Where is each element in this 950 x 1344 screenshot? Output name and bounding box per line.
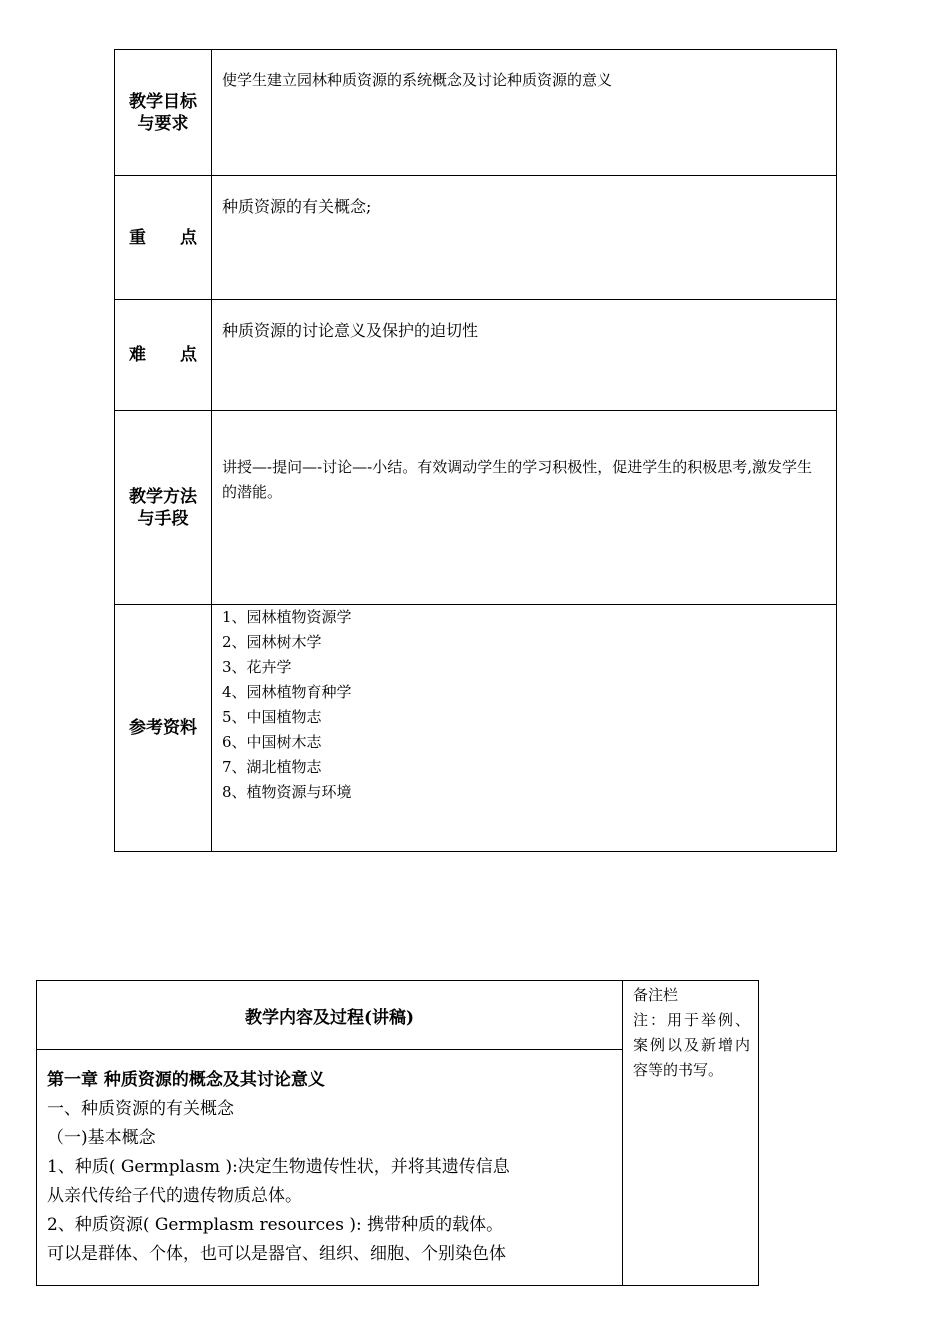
difficulty-label-char1: 难 [129,345,146,365]
key-label-char2: 点 [180,227,197,248]
lecture-header: 教学内容及过程(讲稿) [37,981,623,1050]
lecture-header-row [37,981,759,1050]
reference-item: 8、植物资源与环境 [222,783,352,801]
lesson-plan-table [114,49,837,852]
goal-text: 使学生建立园林种质资源的系统概念及讨论种质资源的意义 [212,50,837,176]
lecture-line: 从亲代传给子代的遗传物质总体。 [47,1186,302,1206]
reference-item: 1、园林植物资源学 [222,608,352,626]
lecture-line: 2、种质资源( Germplasm resources ): 携带种质的载体。 [47,1215,504,1235]
method-label-line1: 教学方法 [129,486,197,507]
difficulty-row [115,300,837,411]
lecture-line: 1、种质( Germplasm ):决定生物遗传性状，并将其遗传信息 [47,1157,510,1177]
lecture-line: 一、种质资源的有关概念 [47,1099,234,1119]
method-row [115,411,837,605]
key-points-row [115,176,837,300]
goal-row [115,50,837,176]
difficulty-text: 种质资源的讨论意义及保护的迫切性 [212,300,837,411]
references-list [222,605,826,805]
reference-item: 2、园林树木学 [222,633,322,651]
notes-column [623,981,759,1286]
method-label [115,411,212,605]
reference-item: 6、中国树木志 [222,733,322,751]
reference-item: 3、花卉学 [222,658,292,676]
reference-item: 4、园林植物育种学 [222,683,352,701]
notes-text: 注：用于举例、案例以及新增内容等的书写。 [633,1011,750,1079]
difficulty-label-char2: 点 [180,345,197,365]
notes-title: 备注栏 [633,986,679,1004]
method-label-line2: 与手段 [137,508,189,529]
chapter-title: 第一章 种质资源的概念及其讨论意义 [47,1070,325,1090]
lecture-line: （一)基本概念 [47,1128,156,1148]
goal-label [115,50,212,176]
key-points-text: 种质资源的有关概念; [212,176,837,300]
references-cell [212,605,837,852]
goal-label-line2: 与要求 [137,113,189,134]
key-points-label [115,176,212,300]
difficulty-label [115,300,212,411]
key-label-char1: 重 [129,227,146,248]
goal-label-line1: 教学目标 [129,91,197,112]
references-row [115,605,837,852]
references-label: 参考资料 [115,605,212,852]
reference-item: 7、湖北植物志 [222,758,322,776]
lecture-body [37,1050,623,1286]
lecture-notes-table [36,980,759,1286]
method-text: 讲授—-提问—-讨论—-小结。有效调动学生的学习积极性，促进学生的积极思考,激发学生的潜能。 [212,411,837,605]
reference-item: 5、中国植物志 [222,708,322,726]
lecture-line: 可以是群体、个体，也可以是器官、组织、细胞、个别染色体 [47,1244,506,1264]
